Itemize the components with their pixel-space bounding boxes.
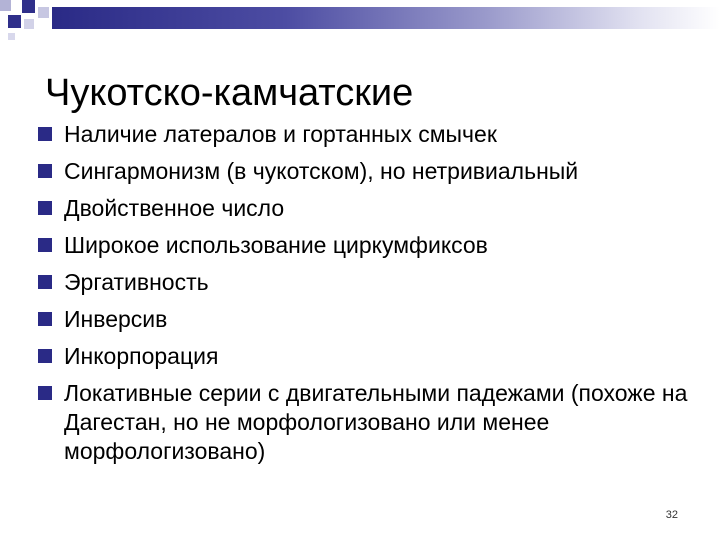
square-bullet-icon [38, 201, 52, 215]
bullet-text: Сингармонизм (в чукотском), но нетривиальный [64, 158, 579, 184]
decor-square [8, 33, 15, 40]
square-bullet-icon [38, 127, 52, 141]
bullet-text: Инверсив [64, 306, 168, 332]
header-gradient-bar [52, 7, 720, 29]
bullet-item [34, 231, 694, 260]
bullet-text: Широкое использование циркумфиксов [64, 232, 488, 258]
bullet-item [34, 157, 694, 186]
decor-square [24, 19, 34, 29]
bullet-item [34, 268, 694, 297]
bullet-text: Двойственное число [64, 195, 285, 221]
bullet-item [34, 120, 694, 149]
bullet-text: Наличие латералов и гортанных смычек [64, 121, 497, 147]
square-bullet-icon [38, 275, 52, 289]
bullet-item [34, 305, 694, 334]
page-number: 32 [665, 509, 678, 521]
bullet-item [34, 342, 694, 371]
slide-title: Чукотско-камчатские [45, 72, 414, 114]
decor-square [22, 0, 35, 13]
square-bullet-icon [38, 349, 52, 363]
bullet-text: Эргативность [64, 269, 209, 295]
bullet-text: Локативные серии с двигательными падежами (похоже на Дагестан, но не морфологизовано или менее морфологизовано) [64, 380, 688, 464]
square-bullet-icon [38, 386, 52, 400]
decor-square [38, 7, 49, 18]
bullet-text: Инкорпорация [64, 343, 219, 369]
square-bullet-icon [38, 238, 52, 252]
bullet-list [34, 120, 694, 474]
header-decoration [0, 0, 720, 40]
bullet-item [34, 194, 694, 223]
square-bullet-icon [38, 312, 52, 326]
square-bullet-icon [38, 164, 52, 178]
bullet-item [34, 379, 694, 466]
decor-square [8, 15, 21, 28]
decor-square [0, 0, 11, 11]
